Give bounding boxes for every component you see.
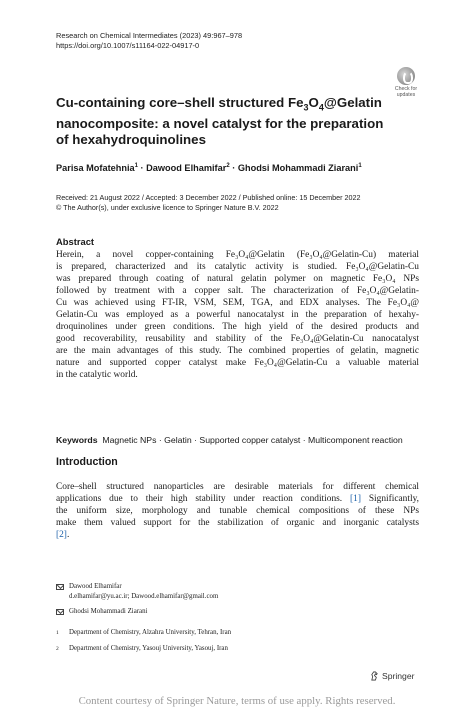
publisher-name: Springer xyxy=(382,671,415,681)
abstract-line: good recoverability, reusability and stability of the Fe₃O₄@Gelatin-Cu nanocatalyst xyxy=(56,333,419,344)
affiliation xyxy=(56,644,419,654)
abstract-line: are the main advantages of this study. The combined properties of gelatin, magnetic xyxy=(56,345,419,356)
journal-header xyxy=(56,31,242,51)
abstract-body xyxy=(56,250,419,381)
affiliation-number: 1 xyxy=(56,630,59,636)
author-list: Parisa Mofatehnia$^1$ · Dawood Elhamifar$^2$ · Ghodsi Mohammadi Ziarani$^1$ xyxy=(56,163,362,174)
reference-link[interactable]: [2] xyxy=(56,529,67,540)
corresponding-author xyxy=(56,582,419,602)
abstract-line: Gelatin-Cu was employed as a powerful nanocatalyst in the preparation of hexahy- xyxy=(56,309,419,320)
corresponding-name: Ghodsi Mohammadi Ziarani xyxy=(69,608,148,615)
author-name[interactable]: Dawood Elhamifar xyxy=(146,163,227,174)
badge-label-line1: Check for xyxy=(394,86,418,92)
introduction-body xyxy=(56,482,419,542)
author-name[interactable]: Parisa Mofatehnia xyxy=(56,163,135,174)
intro-line: applications due to their high stability under reaction conditions. [1] Significantly, xyxy=(56,493,419,504)
title-line-3: of hexahydroquinolines xyxy=(56,132,206,148)
reference-link[interactable]: [1] xyxy=(350,493,361,504)
badge-label-line2: updates xyxy=(396,92,416,98)
check-for-updates-badge[interactable] xyxy=(388,66,424,102)
author-name[interactable]: Ghodsi Mohammadi Ziarani xyxy=(237,163,359,174)
title-line-2: nanocomposite: a novel catalyst for the preparation xyxy=(56,115,384,131)
affiliation-text: Department of Chemistry, Alzahra University, Tehran, Iran xyxy=(69,629,232,636)
intro-line: make them valued support for the stabilization of organic and inorganic catalysts xyxy=(56,517,419,528)
dates-line: Received: 21 August 2022 / Accepted: 3 December 2022 / Published online: 15 December 2022 xyxy=(56,193,361,202)
affiliation xyxy=(56,628,419,638)
envelope-icon xyxy=(56,584,64,590)
abstract-line: Herein, a novel copper-containing Fe₃O₄@Gelatin (Fe₃O₄@Gelatin-Cu) material xyxy=(56,250,419,260)
corresponding-author xyxy=(56,607,419,617)
abstract-heading: Abstract xyxy=(56,236,95,247)
corresponding-name: Dawood Elhamifar xyxy=(69,583,122,590)
courtesy-notice: Content courtesy of Springer Nature, terms of use apply. Rights reserved. xyxy=(78,695,396,707)
keywords-list: Magnetic NPs · Gelatin · Supported copper catalyst · Multicomponent reaction xyxy=(102,435,403,445)
abstract-line: nature and supported copper catalyst make Fe₃O₄@Gelatin-Cu a valuable material xyxy=(56,357,419,368)
corresponding-email[interactable]: d.elhamifar@yu.ac.ir; Dawood.elhamifar@gmail.com xyxy=(69,593,219,600)
keywords-label: Keywords xyxy=(56,435,98,445)
journal-citation: Research on Chemical Intermediates (2023) 49:967–978 xyxy=(56,31,243,40)
title-line-1: Cu-containing core–shell structured $Fe_3O_4@Gelatin$ xyxy=(56,95,382,113)
abstract-line: Cu was achieved using FT-IR, VSM, SEM, TGA, and EDX analyses. The Fe₃O₄@ xyxy=(56,297,419,308)
abstract-line: followed by treatment with a copper salt. The characterization of Fe₃O₄@Gelatin- xyxy=(56,285,419,296)
publication-dates xyxy=(56,193,360,213)
intro-line: the uniform size, morphology and tunable chemical compositions of these NPs xyxy=(56,505,419,516)
doi-link[interactable]: https://doi.org/10.1007/s11164-022-04917-0 xyxy=(56,41,200,50)
abstract-line: in the catalytic world. xyxy=(56,369,138,380)
check-for-updates-icon xyxy=(397,67,415,85)
intro-line: Core–shell structured nanoparticles are desirable materials for different chemical xyxy=(56,482,419,492)
abstract-line: is prepared, characterized and its catalytic activity is studied. Fe₃O₄@Gelatin-Cu xyxy=(56,261,419,272)
springer-horse-logo xyxy=(370,671,379,681)
introduction-heading: Introduction xyxy=(56,456,118,468)
footnotes xyxy=(56,582,419,654)
affiliation-number: 2 xyxy=(56,646,59,652)
intro-line: [2]. xyxy=(56,529,70,540)
affiliation-text: Department of Chemistry, Yasouj University, Yasouj, Iran xyxy=(69,645,228,652)
abstract-line: was prepared through coating of natural gelatin polymer on magnetic Fe₃O₄ NPs xyxy=(56,273,419,284)
keywords xyxy=(56,434,419,446)
publisher-logo xyxy=(370,671,414,681)
copyright-line: © The Author(s), under exclusive licence to Springer Nature B.V. 2022 xyxy=(56,203,279,212)
envelope-icon xyxy=(56,609,64,615)
article-title xyxy=(56,95,386,148)
abstract-line: droquinolines under green conditions. The high yield of the desired products and xyxy=(56,321,419,332)
